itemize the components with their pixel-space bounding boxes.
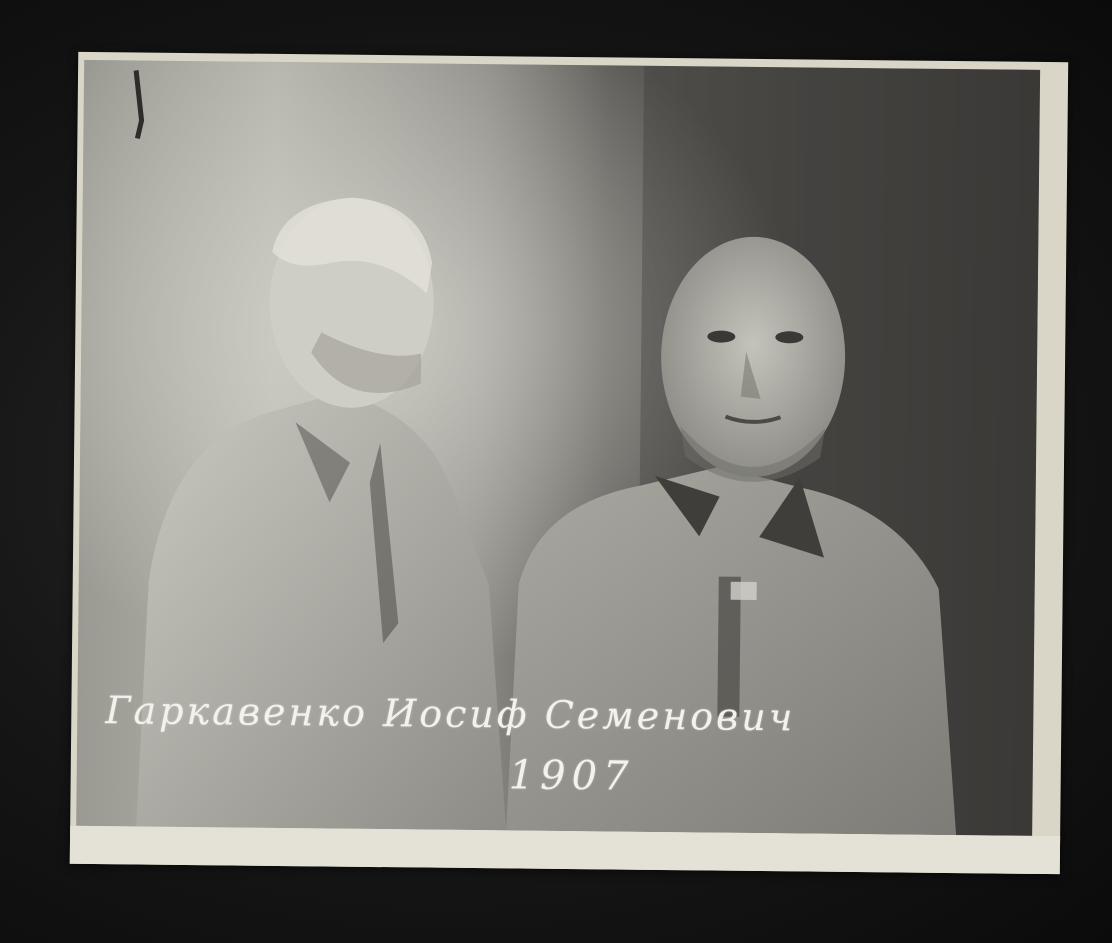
handwritten-name-caption: Гаркавенко Иосиф Семенович (105, 688, 796, 740)
mugshot-photo (76, 60, 1040, 836)
photo-card (70, 52, 1068, 874)
handwritten-year-caption: 1907 (508, 752, 635, 800)
